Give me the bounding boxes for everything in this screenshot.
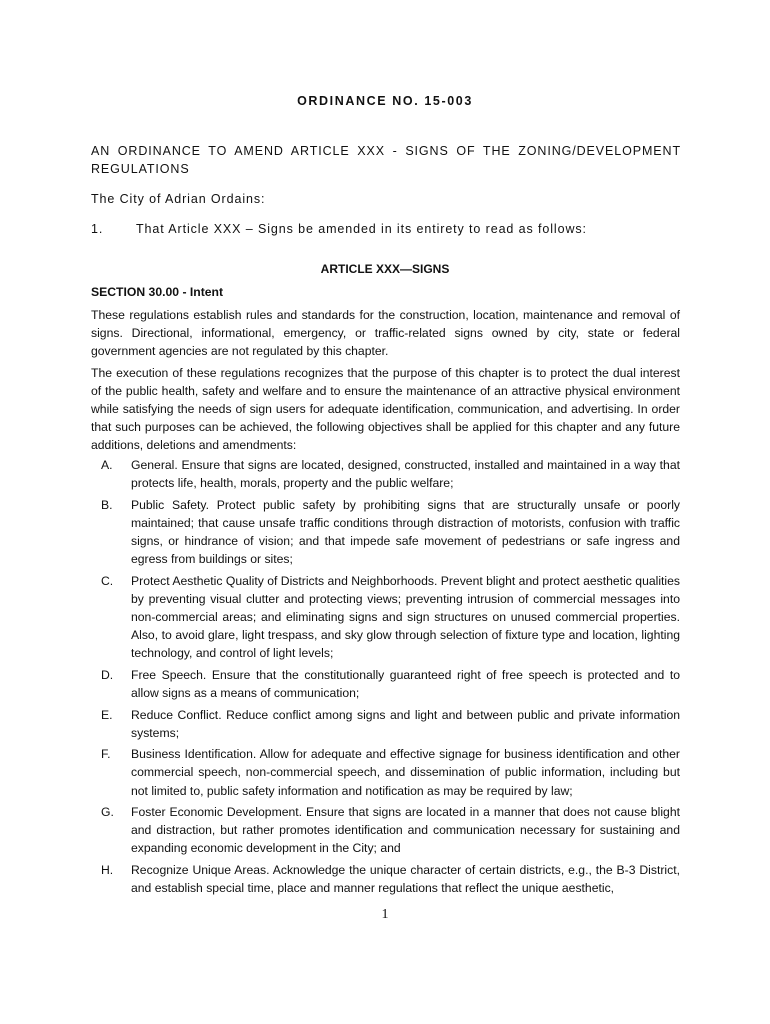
- section-heading: SECTION 30.00 - Intent: [91, 285, 224, 299]
- intro-line-2: REGULATIONS: [91, 162, 190, 176]
- ordinance-item-1: [91, 220, 681, 238]
- list-text: Reduce Conflict. Reduce conflict among signs and light and between public and private information systems;: [131, 707, 680, 740]
- ordinance-title: ORDINANCE NO. 15-003: [297, 94, 473, 108]
- objectives-list: [91, 456, 680, 901]
- intro-line-1: AN ORDINANCE TO AMEND ARTICLE XXX - SIGNS OF THE ZONING/DEVELOPMENT: [91, 144, 681, 158]
- list-letter: D.: [101, 667, 114, 682]
- list-text: Foster Economic Development. Ensure that signs are located in a manner that does not cause blight and distraction, but rather promotes identification and communication necessary for sustaining and expanding economic development in the City; and: [131, 805, 680, 856]
- list-letter: A.: [101, 458, 113, 472]
- list-text: Free Speech. Ensure that the constitutionally guaranteed right of free speech is protected and to allow signs as a means of communication;: [131, 667, 680, 700]
- list-letter: H.: [101, 863, 114, 878]
- list-item: [91, 861, 680, 897]
- list-item: [91, 456, 680, 492]
- city-ordains: The City of Adrian Ordains:: [91, 192, 266, 206]
- list-letter: G.: [101, 805, 114, 820]
- list-text: Business Identification. Allow for adequate and effective signage for business identification and other commercial speech, non-commercial speech, and dissemination of public information, including but not limited to, public safety information and notification as may be required by law;: [131, 747, 680, 798]
- list-letter: E.: [101, 707, 113, 722]
- ordinance-intro: [91, 142, 681, 178]
- article-heading: ARTICLE XXX—SIGNS: [320, 262, 450, 276]
- list-text: Public Safety. Protect public safety by prohibiting signs that are structurally unsafe or poorly maintained; that cause unsafe traffic conditions through distraction of motorists, confusion with traffic signs, or hindrance of vision; and that impede safe movement of pedestrians or safe ingress and egress from buildings or sites;: [131, 497, 680, 567]
- list-text: Protect Aesthetic Quality of Districts and Neighborhoods. Prevent blight and protect aesthetic qualities by preventing visual clutter and protecting views; preventing intrusion of commercial messages into non-commercial areas; and eliminating signs and sign structures on unused commercial properties. Also, to avoid glare, light trespass, and sky glow through selection of fixture type and location, lighting technology, and control of light levels;: [131, 573, 680, 661]
- page-number: 1: [381, 907, 389, 922]
- intent-paragraph-1: These regulations establish rules and standards for the construction, location, maintenance and removal of signs. Directional, informational, emergency, or traffic-related signs owned by city, state or federal government agencies are not regulated by this chapter.: [91, 308, 680, 359]
- list-letter: B.: [101, 497, 113, 512]
- list-item: [91, 496, 680, 568]
- list-text: Recognize Unique Areas. Acknowledge the unique character of certain districts, e.g., the B-3 District, and establish special time, place and manner regulations that reflect the unique aesthetic,: [131, 863, 680, 896]
- item-number: 1.: [91, 222, 104, 236]
- list-letter: C.: [101, 573, 114, 588]
- list-item: [91, 706, 680, 742]
- item-text: That Article XXX – Signs be amended in its entirety to read as follows:: [136, 222, 587, 236]
- intent-paragraph-2: The execution of these regulations recognizes that the purpose of this chapter is to protect the dual interest of the public health, safety and welfare and to ensure the maintenance of an attractive physical environment while satisfying the needs of sign users for adequate identification, communication, and advertising. In order that such purposes can be achieved, the following objectives shall be applied for this chapter and any future additions, deletions and amendments:: [91, 366, 680, 453]
- list-item: [91, 803, 680, 857]
- list-item: [91, 666, 680, 702]
- list-item: [91, 745, 680, 799]
- list-text: General. Ensure that signs are located, designed, constructed, installed and maintained in a way that protects life, health, morals, property and the public welfare;: [131, 458, 680, 491]
- list-letter: F.: [101, 747, 111, 762]
- list-item: [91, 572, 680, 662]
